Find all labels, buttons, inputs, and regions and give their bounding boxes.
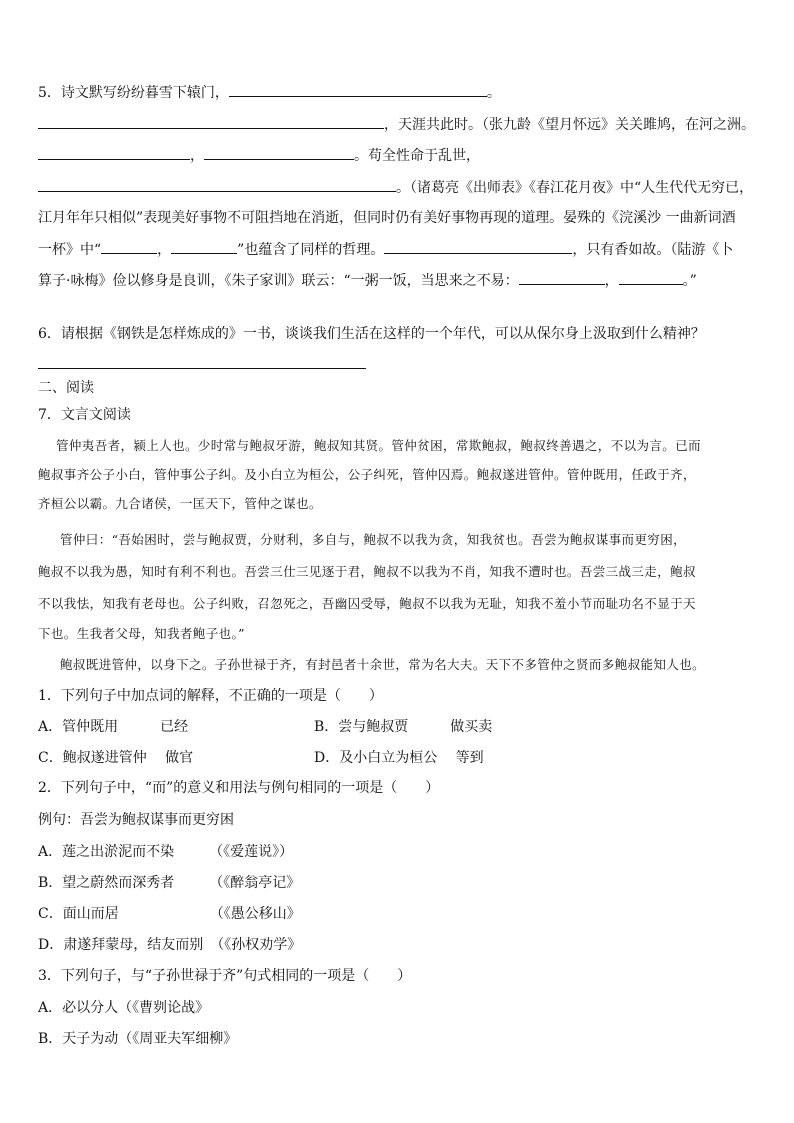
- passage-p2-line1: 管仲曰：“吾始困时，尝与鲍叔贾，分财利，多自与，鲍叔不以我为贪，知我贫也。吾尝为鲍叔谋事而更穷困，: [60, 532, 686, 547]
- q5-line7-text-a: 算子·咏梅》俭以修身是良训，《朱子家训》联云：“一粥一饭，当思来之不易：: [38, 273, 519, 289]
- q5-line4-text: 。（诸葛亮《出师表》《春江花月夜》中“人生代代无穷已，: [396, 180, 754, 196]
- q6-question: [38, 324, 780, 344]
- q2-option-b[interactable]: B．望之蔚然而深秀者 （《醉翁亭记》: [38, 875, 301, 891]
- q5-blank-3[interactable]: [38, 145, 190, 160]
- q5-line2-text: ，天涯共此时。（张九龄《望月怀远》关关雎鸠，在河之洲。: [384, 117, 755, 133]
- q5-line6-comma: ，: [157, 242, 172, 258]
- q2-example: 例句：吾尝为鲍叔谋事而更穷困: [38, 812, 234, 828]
- q2-stem: 2．下列句子中，“而”的意义和用法与例句相同的一项是（ ）: [38, 780, 440, 796]
- q5-line3-text: 。苟全性命于乱世，: [354, 148, 480, 164]
- q6-answer-line[interactable]: [38, 368, 366, 369]
- q5-line7-end: 。”: [682, 273, 697, 289]
- q7-title: [38, 405, 780, 425]
- q1-option-c[interactable]: C．鲍叔遂进管仲 做官: [38, 750, 194, 766]
- passage-p1-line1: 管仲夷吾者，颍上人也。少时常与鲍叔牙游，鲍叔知其贤。管仲贫困，常欺鲍叔，鲍叔终善遇之，不以为言。已而: [56, 438, 702, 453]
- q5-blank-1[interactable]: [229, 82, 487, 97]
- passage-p2-line3: 不以我怯，知我有老母也。公子纠败，召忽死之，吾幽囚受辱，鲍叔不以我为无耻，知我不羞小节而耻功名不显于天: [38, 596, 696, 611]
- q1-stem: 1．下列句子中加点词的解释，不正确的一项是（ ）: [38, 688, 383, 704]
- passage-p3-line1: 鲍叔既进管仲，以身下之。子孙世禄于齐，有封邑者十余世，常为名大夫。天下不多管仲之贤而多鲍叔能知人也。: [60, 657, 706, 672]
- q5-line3-comma: ，: [190, 148, 204, 164]
- section-heading: [38, 378, 780, 398]
- q2-option-c[interactable]: C．面山而居 （《愚公移山》: [38, 906, 301, 922]
- q5-line-1: [38, 82, 780, 103]
- q5-line-2: [38, 114, 780, 135]
- q3-option-a[interactable]: A．必以分人（《曹刿论战》: [38, 1000, 210, 1016]
- passage-p2-line2: 鲍叔不以我为愚，知时有利不利也。吾尝三仕三见逐于君，鲍叔不以我为不肖，知我不遭时也。吾尝三战三走，鲍叔: [38, 564, 696, 579]
- q6-text: 6．请根据《钢铁是怎样炼成的》一书，谈谈我们生活在这样的一个年代，可以从保尔身上汲取到什么精神？: [38, 326, 705, 342]
- q7-title-text: 7．文言文阅读: [38, 407, 131, 423]
- q2-option-a[interactable]: A．莲之出淤泥而不染 （《爱莲说》）: [38, 844, 294, 860]
- q3-option-b[interactable]: B．天子为动（《周亚夫军细柳》: [38, 1031, 238, 1047]
- passage-p1-line3: 齐桓公以霸。九合诸侯，一匡天下，管仲之谋也。: [38, 496, 322, 511]
- q5-line5-text: 江月年年只相似”表现美好事物不可阻挡地在消逝，但同时仍有美好事物再现的道理。晏殊的《浣溪沙 一曲新词酒: [38, 210, 736, 226]
- passage-p2-line4: 下也。生我者父母，知我者鲍子也。”: [38, 626, 245, 641]
- q3-stem: 3．下列句子，与“子孙世禄于齐”句式相同的一项是（ ）: [38, 968, 412, 984]
- q5-blank-8[interactable]: [384, 239, 572, 254]
- q1-option-a[interactable]: A．管仲既用 已经: [38, 719, 189, 735]
- q5-line-6: [38, 239, 780, 260]
- q5-blank-5[interactable]: [38, 177, 396, 192]
- q5-line6-text-a: 一杯》中“: [38, 242, 102, 258]
- q1-option-b[interactable]: B．尝与鲍叔贾 做买卖: [314, 719, 493, 735]
- passage-p1-line2: 鲍叔事齐公子小白，管仲事公子纠。及小白立为桓公，公子纠死，管仲囚焉。鲍叔遂进管仲。管仲既用，任政于齐，: [38, 467, 696, 482]
- q5-blank-7[interactable]: [171, 239, 237, 254]
- q5-blank-2[interactable]: [38, 114, 384, 129]
- q1-option-d[interactable]: D．及小白立为桓公 等到: [314, 750, 484, 766]
- q5-line1-text: 5．诗文默写纷纷暮雪下辕门，: [38, 85, 229, 101]
- q5-line1-end: 。: [486, 85, 501, 101]
- q5-line6-text-d: ，只有香如故。（陆游《卜: [572, 242, 734, 258]
- q5-blank-9[interactable]: [519, 270, 605, 285]
- q5-blank-10[interactable]: [619, 270, 683, 285]
- section-heading-text: 二、阅读: [38, 380, 94, 396]
- q5-blank-4[interactable]: [204, 145, 354, 160]
- q5-line-5: [38, 208, 780, 228]
- q5-line6-text-c: ”也蕴含了同样的哲理。: [237, 242, 385, 258]
- q2-option-d[interactable]: D．肃遂拜蒙母，结友而别 （《孙权劝学》: [38, 937, 302, 953]
- q5-blank-6[interactable]: [101, 239, 157, 254]
- q5-line7-comma: ，: [604, 273, 619, 289]
- q5-line-7: [38, 270, 780, 291]
- q5-line-3: [38, 145, 780, 166]
- q5-line-4: [38, 177, 780, 198]
